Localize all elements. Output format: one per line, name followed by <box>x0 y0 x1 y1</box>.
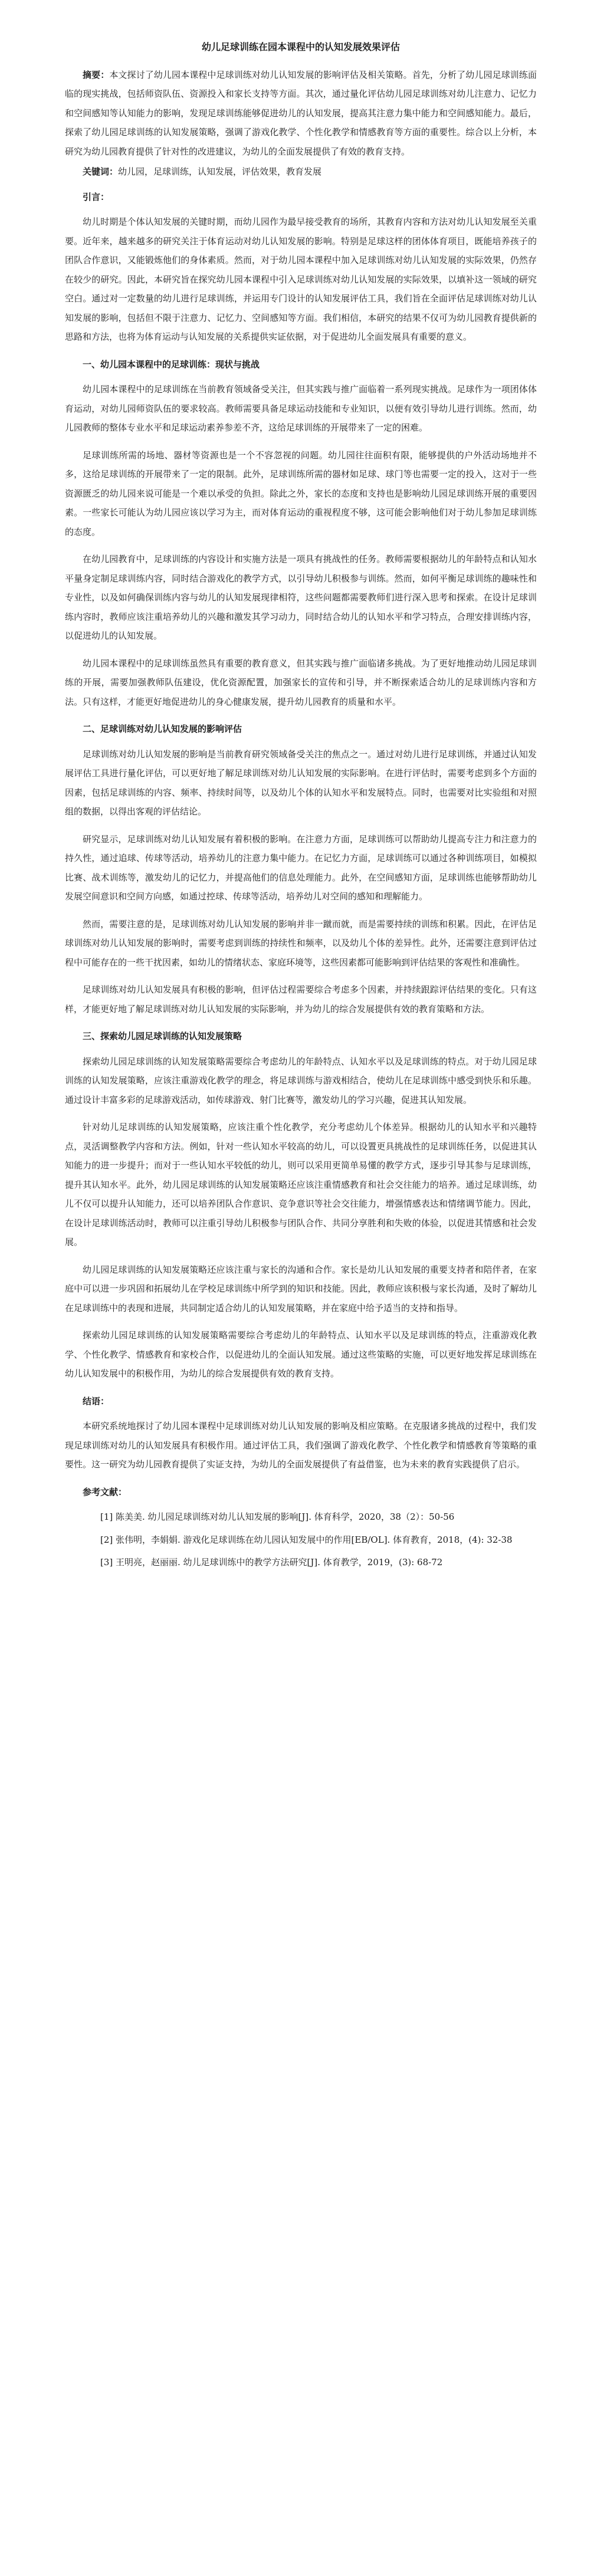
section-2-paragraph: 研究显示，足球训练对幼儿认知发展有着积极的影响。在注意力方面，足球训练可以帮助幼儿提高专注力和注意力的持久性，通过追球、传球等活动，培养幼儿的注意力集中能力。在记忆力方面，足球训练可以通过各种训练项目，如模拟比赛、战术训练等，激发幼儿的记忆力，并提高他们的信息处理能力。此外，在空间感知方面，足球训练也能够帮助幼儿发展空间意识和空间方向感，如通过控球、传球等活动，培养幼儿对空间的感知和理解能力。 <box>65 833 537 902</box>
section-1-paragraph: 足球训练所需的场地、器材等资源也是一个不容忽视的问题。幼儿园往往面积有限，能够提供的户外活动场地并不多，这给足球训练的开展带来了一定的限制。此外，足球训练所需的器材如足球、球门等也需要一定的投入，这对于一些资源匮乏的幼儿园来说可能是一个难以承受的负担。除此之外，家长的态度和支持也是影响幼儿园足球训练开展的重要因素。一些家长可能认为幼儿园应该以学习为主，而对体育运动的重视程度不够，这可能会影响他们对于幼儿参加足球训练的态度。 <box>65 449 537 537</box>
section-3-heading: 三、探索幼儿园足球训练的认知发展策略 <box>83 1031 242 1041</box>
abstract-text: 本文探讨了幼儿园本课程中足球训练对幼儿认知发展的影响评估及相关策略。首先，分析了幼儿园足球训练面临的现实挑战，包括师资队伍、资源投入和家长支持等方面。其次，通过量化评估幼儿园足球训练对幼儿注意力、记忆力和空间感知等认知能力的影响，发现足球训练能够促进幼儿的认知发展，提高其注意力集中能力和空间感知能力。最后，探索了幼儿园足球训练的认知发展策略，强调了游戏化教学、个性化教学和情感教育等方面的重要性。综合以上分析，本研究为幼儿园教育提供了针对性的改进建议，为幼儿的全面发展提供了有效的教育支持。 <box>65 69 537 157</box>
section-1-paragraph: 在幼儿园教育中，足球训练的内容设计和实施方法是一项具有挑战性的任务。教师需要根据幼儿的年龄特点和认知水平量身定制足球训练内容，同时结合游戏化的教学方式，以引导幼儿积极参与训练。然而，如何平衡足球训练的趣味性和专业性，以及如何确保训练内容与幼儿的认知发展现律相符，这些问题都需要教师们进行深入思考和探索。在设计足球训练内容时，教师应该注重培养幼儿的兴趣和激发其学习动力，同时结合幼儿的认知水平和学习特点，合理安排训练内容，以促进幼儿的认知发展。 <box>65 554 537 641</box>
section-3-paragraph: 针对幼儿足球训练的认知发展策略，应该注重个性化教学，充分考虑幼儿个体差异。根据幼儿的认知水平和兴趣特点，灵活调整教学内容和方法。例如，针对一些认知水平较高的幼儿，可以设置更具挑战性的足球训练任务，以促进其认知能力的进一步提升；而对于一些认知水平较低的幼儿，则可以采用更简单易懂的教学方式，逐步引导其参与足球训练，提升其认知水平。此外，幼儿园足球训练的认知发展策略还应该注重情感教育和社会交往能力的培养。通过足球训练，幼儿不仅可以提升认知能力，还可以培养团队合作意识、竞争意识等社会交往能力，增强情感表达和情绪调节能力。因此，在设计足球训练活动时，教师可以注重引导幼儿积极参与团队合作、共同分享胜利和失败的体验，以促进其情感和社会发展。 <box>65 1122 537 1247</box>
section-1-paragraph: 幼儿园本课程中的足球训练虽然具有重要的教育意义，但其实践与推广面临诸多挑战。为了更好地推动幼儿园足球训练的开展，需要加强教师队伍建设，优化资源配置，加强家长的宣传和引导，并不断探索适合幼儿的足球训练内容和方法。只有这样，才能更好地促进幼儿的身心健康发展，提升幼儿园教育的质量和水平。 <box>65 658 537 707</box>
abstract <box>65 65 537 162</box>
abstract-label: 摘要： <box>83 69 110 80</box>
section-2-paragraph: 足球训练对幼儿认知发展具有积极的影响，但评估过程需要综合考虑多个因素，并持续跟踪评估结果的变化。只有这样，才能更好地了解足球训练对幼儿认知发展的实际影响，并为幼儿的综合发展提供有效的教育策略和方法。 <box>65 984 537 1014</box>
keywords-label: 关键词： <box>83 166 119 177</box>
keywords <box>65 162 537 182</box>
section-2-paragraph: 然而，需要注意的是，足球训练对幼儿认知发展的影响并非一蹴而就，而是需要持续的训练和积累。因此，在评估足球训练对幼儿认知发展的影响时，需要考虑到训练的持续性和频率，以及幼儿个体的差异性。此外，还需要注意到评估过程中可能存在的一些干扰因素，如幼儿的情绪状态、家庭环境等，这些因素都可能影响到评估结果的客观性和准确性。 <box>65 918 537 968</box>
paper-page <box>65 38 537 1576</box>
reference-item: [3] 王明亮，赵丽丽. 幼儿足球训练中的教学方法研究[J]. 体育教学，2019，(3): 68-72 <box>100 1557 443 1568</box>
section-3-paragraph: 幼儿园足球训练的认知发展策略还应该注重与家长的沟通和合作。家长是幼儿认知发展的重要支持者和陪伴者，在家庭中可以进一步巩固和拓展幼儿在学校足球训练中所学到的知识和技能。因此，教师应该积极与家长沟通，及时了解幼儿在足球训练中的表现和进展，共同制定适合幼儿的认知发展策略，并在家庭中给予适当的支持和指导。 <box>65 1264 537 1313</box>
section-2-heading: 二、足球训练对幼儿认知发展的影响评估 <box>83 724 242 734</box>
reference-item: [1] 陈美美. 幼儿园足球训练对幼儿认知发展的影响[J]. 体育科学，2020，38（2）：50-56 <box>100 1512 455 1522</box>
conclusion-heading: 结语： <box>83 1395 110 1407</box>
paper-title: 幼儿足球训练在园本课程中的认知发展效果评估 <box>201 41 400 52</box>
section-2-paragraph: 足球训练对幼儿认知发展的影响是当前教育研究领域备受关注的焦点之一。通过对幼儿进行足球训练，并通过认知发展评估工具进行量化评估，可以更好地了解足球训练对幼儿认知发展的实际影响。在进行评估时，需要考虑到多个方面的因素，包括足球训练的内容、频率、持续时间等，以及幼儿个体的认知水平和发展特点。同时，也需要对比实验组和对照组的数据，以得出客观的评估结论。 <box>65 748 537 817</box>
section-3-paragraph: 探索幼儿园足球训练的认知发展策略需要综合考虑幼儿的年龄特点、认知水平以及足球训练的特点，注重游戏化教学、个性化教学、情感教育和家校合作，以促进幼儿的全面认知发展。通过这些策略的实施，可以更好地发挥足球训练在幼儿认知发展中的积极作用，为幼儿的综合发展提供有效的教育支持。 <box>65 1330 537 1379</box>
section-3-paragraph: 探索幼儿园足球训练的认知发展策略需要综合考虑幼儿的年龄特点、认知水平以及足球训练的特点。对于幼儿园足球训练的认知发展策略，应该注重游戏化教学的理念，将足球训练与游戏相结合，使幼儿在足球训练中感受到快乐和乐趣。通过设计丰富多彩的足球游戏活动，如传球游戏、射门比赛等，激发幼儿的学习兴趣，促进其认知发展。 <box>65 1056 537 1105</box>
reference-item: [2] 张伟明，李娟娟. 游戏化足球训练在幼儿园认知发展中的作用[EB/OL]. 体育教育，2018，(4): 32-38 <box>100 1534 513 1545</box>
section-1-paragraph: 幼儿园本课程中的足球训练在当前教育领域备受关注，但其实践与推广面临着一系列现实挑战。足球作为一项团体体育运动，对幼儿园师资队伍的要求较高。教师需要具备足球运动技能和专业知识，以便有效引导幼儿进行训练。然而，幼儿园教师的整体专业水平和足球运动素养参差不齐，这给足球训练的开展带来了一定的困难。 <box>65 384 537 433</box>
section-intro-heading: 引言： <box>83 191 110 202</box>
keywords-text: 幼儿园，足球训练，认知发展，评估效果，教育发展 <box>118 166 322 177</box>
references-heading: 参考文献： <box>83 1486 127 1497</box>
conclusion-paragraph: 本研究系统地探讨了幼儿园本课程中足球训练对幼儿认知发展的影响及相应策略。在克服诸多挑战的过程中，我们发现足球训练对幼儿的认知发展具有积极作用。通过评估工具，我们强调了游戏化教学、个性化教学和情感教育等策略的重要性。这一研究为幼儿园教育提供了实证支持，为幼儿的全面发展提供了有益借鉴，也为未来的教育实践提供了启示。 <box>65 1421 537 1470</box>
section-1-heading: 一、幼儿园本课程中的足球训练：现状与挑战 <box>83 359 260 370</box>
intro-paragraph: 幼儿时期是个体认知发展的关键时期，而幼儿园作为最早接受教育的场所，其教育内容和方法对幼儿认知发展至关重要。近年来，越来越多的研究关注于体育运动对幼儿认知发展的影响。特别是足球这样的团体体育项目，既能培养孩子的团队合作意识，又能锻炼他们的身体素质。然而，对于幼儿园本课程中加入足球训练对幼儿认知发展的实际效果，仍然存在较少的研究。因此，本研究旨在探究幼儿园本课程中引入足球训练对幼儿认知发展的实际效果，以填补这一领域的研究空白。通过对一定数量的幼儿进行足球训练，并运用专门设计的认知发展评估工具，我们旨在全面评估足球训练对幼儿认知发展的影响，包括但不限于注意力、记忆力、空间感知等方面。我们相信，本研究的结果不仅可为幼儿园教育提供新的思路和方法，也将为体育运动与认知发展的关系提供实证依据，对于促进幼儿全面发展具有重要的意义。 <box>65 216 537 342</box>
